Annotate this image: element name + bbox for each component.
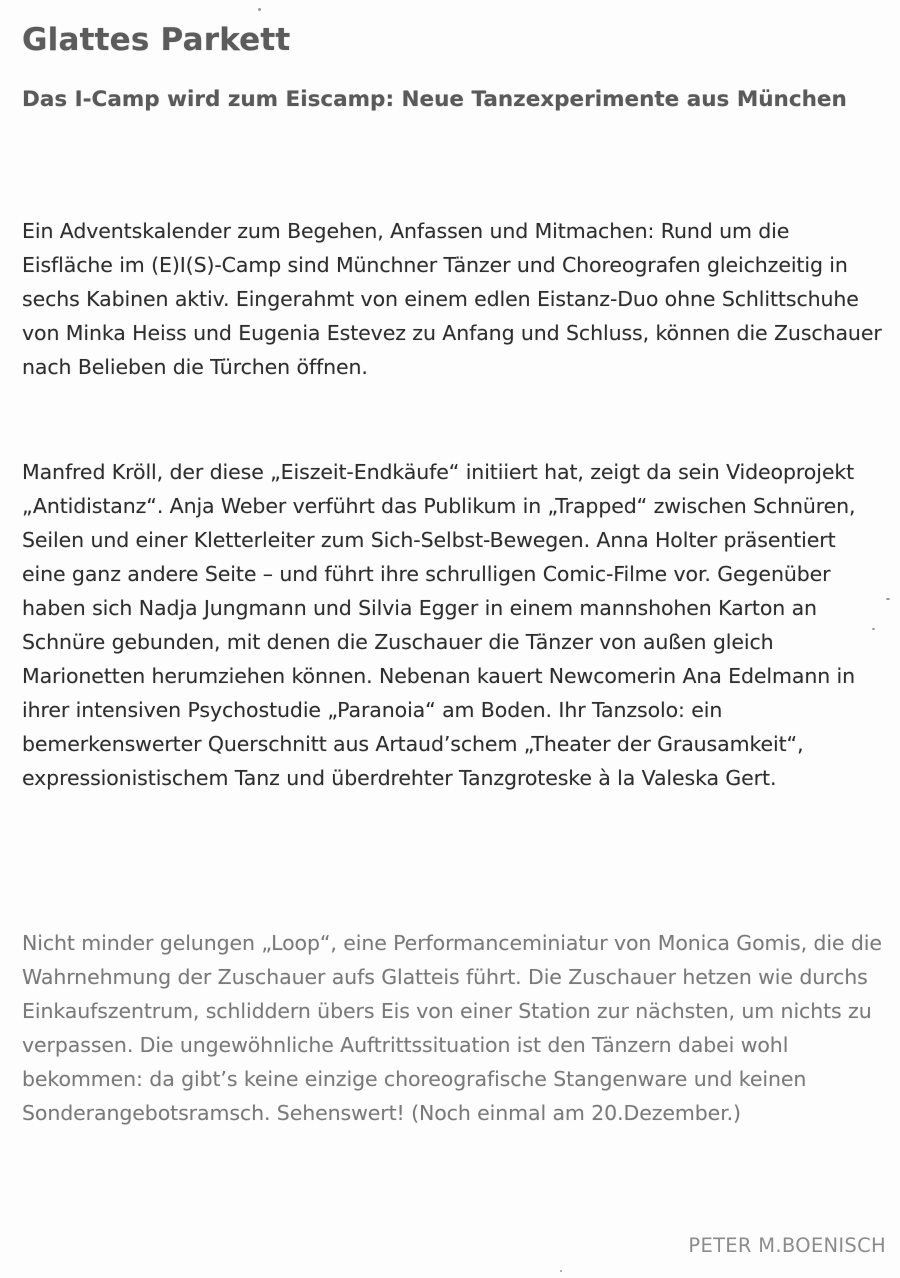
scan-speck — [886, 598, 890, 600]
article-paragraph-1: Ein Adventskalender zum Begehen, Anfassen und Mitmachen: Rund um die Eisfläche im (E)I(S)-Camp sind Münchner Tänzer und Choreografen gleichzeitig in sechs Kabinen aktiv. Eingerahmt von einem edlen Eistanz-Duo ohne Schlittschuhe von Minka Heiss und Eugenia Estevez zu Anfang und Schluss, können die Zuschauer nach Belieben die Türchen öffnen. — [22, 219, 882, 379]
scan-speck — [872, 628, 875, 630]
scan-speck — [258, 8, 261, 11]
article-paragraph-3: Nicht minder gelungen „Loop“, eine Performanceminiatur von Monica Gomis, die die Wahrnehmung der Zuschauer aufs Glatteis führt. Die Zuschauer hetzen wie durchs Einkaufszentrum, schliddern übers Eis von einer Station zur nächsten, um nichts zu verpassen. Die ungewöhnliche Auftrittssituation ist den Tänzern dabei wohl bekommen: da gibt’s keine einzige choreografische Stangenware und keinen Sonderangebotsramsch. Sehenswert! (Noch einmal am 20.Dezember.) — [22, 931, 882, 1125]
scan-speck — [560, 1270, 562, 1272]
article-author: PETER M.BOENISCH — [688, 1234, 886, 1257]
article-paragraph-2: Manfred Kröll, der diese „Eiszeit-Endkäufe“ initiiert hat, zeigt da sein Videoprojekt „Antidistanz“. Anja Weber verführt das Publikum in „Trapped“ zwischen Schnüren, Seilen und einer Kletterleiter zum Sich-Selbst-Bewegen. Anna Holter präsentiert eine ganz andere Seite – und führt ihre schrulligen Comic-Filme vor. Gegenüber haben sich Nadja Jungmann und Silvia Egger in einem mannshohen Karton an Schnüre gebunden, mit denen die Zuschauer die Tänzer von außen gleich Marionetten herumziehen können. Nebenan kauert Newcomerin Ana Edelmann in ihrer intensiven Psychostudie „Paranoia“ am Boden. Ihr Tanzsolo: ein bemerkenswerter Querschnitt aus Artaud’schem „Theater der Grausamkeit“, expressionistischem Tanz und überdrehter Tanzgroteske à la Valeska Gert. — [22, 460, 856, 790]
article-subtitle: Das I-Camp wird zum Eiscamp: Neue Tanzexperimente aus München — [22, 87, 847, 112]
article-title: Glattes Parkett — [22, 22, 291, 58]
